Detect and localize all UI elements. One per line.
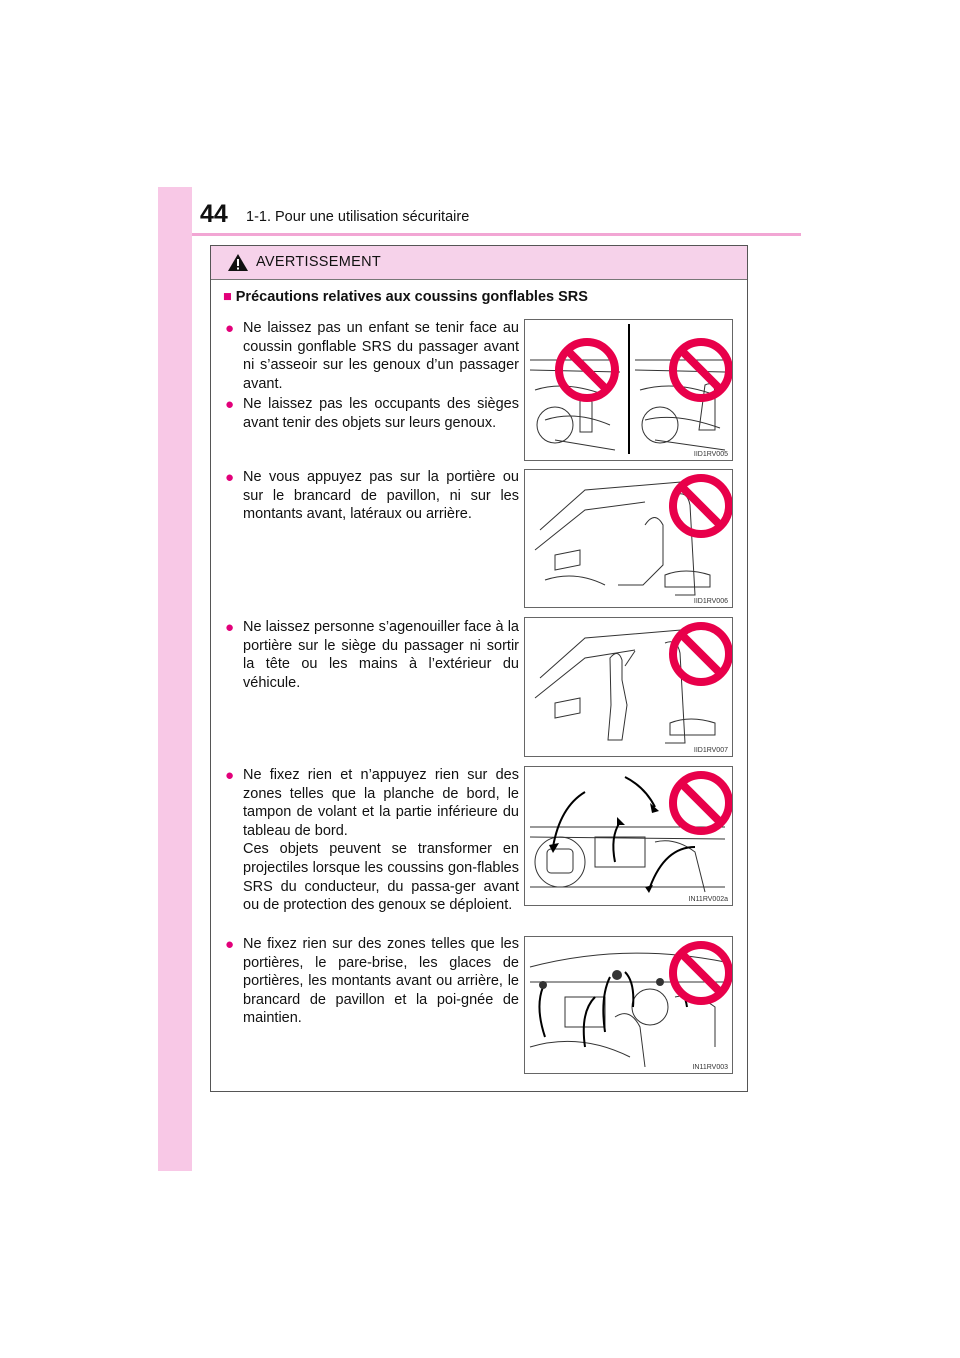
page-number: 44 [200, 200, 228, 228]
illustration-figure [524, 766, 733, 906]
side-tab-band [158, 187, 192, 1171]
figure-code: IID1RV005 [693, 451, 728, 458]
car-interior-illustration [525, 320, 732, 460]
prohibition-icon [673, 945, 729, 1001]
car-cabin-illustration [525, 937, 732, 1073]
bullet-dot-icon: ● [225, 396, 235, 413]
item-text: Ne vous appuyez pas sur la portière ou sur le brancard de pavillon, ni sur les montants avant, latéraux ou arrière. [243, 469, 519, 523]
prohibition-icon [673, 478, 729, 534]
prohibition-icon [673, 626, 729, 682]
car-interior-illustration [525, 618, 732, 756]
bullet-dot-icon: ● [225, 469, 235, 486]
item-text: Ne laissez pas un enfant se tenir face au coussin gonflable SRS du passager avant ni s’asseoir sur les genoux d’un passager avant. [243, 320, 519, 392]
bullet-dot-icon: ● [225, 767, 235, 784]
warning-box [210, 245, 748, 1092]
illustration-figure [524, 319, 733, 461]
figure-code: IID1RV006 [693, 598, 728, 605]
list-item [225, 935, 519, 1028]
warning-subtitle: ■ Précautions relatives aux coussins gonflables SRS [223, 289, 588, 305]
item-text: Ne laissez pas les occupants des sièges avant tenir des objets sur leurs genoux. [243, 396, 519, 431]
illustration-figure [524, 936, 733, 1074]
header-rule [192, 233, 801, 236]
prohibition-icon [673, 342, 729, 398]
warning-triangle-icon [227, 253, 249, 272]
dashboard-illustration [525, 767, 732, 905]
figure-code: IID1RV007 [693, 747, 728, 754]
warning-title: AVERTISSEMENT [256, 254, 382, 270]
item-text: Ne fixez rien et n’appuyez rien sur des zones telles que la planche de bord, le tampon de volant et la partie inférieure du tableau de bord. [243, 767, 519, 839]
item-text: Ne laissez personne s’agenouiller face à la portière sur le siège du passager ni sortir la tête ou les mains à l’extérieur du véhicule. [243, 619, 519, 691]
bullet-dot-icon: ● [225, 619, 235, 636]
square-bullet-icon: ■ [223, 289, 232, 305]
figure-code: IN11RV002a [688, 896, 728, 903]
illustration-figure [524, 617, 733, 757]
bullet-dot-icon: ● [225, 320, 235, 337]
car-interior-illustration [525, 470, 732, 607]
bullet-dot-icon: ● [225, 936, 235, 953]
section-title: 1-1. Pour une utilisation sécuritaire [246, 209, 470, 225]
prohibition-icon [673, 775, 729, 831]
list-item [225, 468, 519, 524]
illustration-figure [524, 469, 733, 608]
list-item [225, 319, 519, 393]
figure-code: IN11RV003 [692, 1064, 728, 1071]
list-item [225, 395, 519, 432]
item-text: Ne fixez rien sur des zones telles que les portières, le pare-brise, les glaces de portières, les montants avant ou arrière, le brancard de pavillon et la poi-gnée de maintien. [243, 936, 519, 1027]
list-item [225, 618, 519, 692]
list-item [225, 766, 519, 915]
warning-header [211, 246, 747, 280]
item-text: Ces objets peuvent se transformer en projectiles lorsque les coussins gon-flables SRS du conducteur, du passa-ger avant ou de protection des genoux se déploient. [243, 841, 519, 914]
